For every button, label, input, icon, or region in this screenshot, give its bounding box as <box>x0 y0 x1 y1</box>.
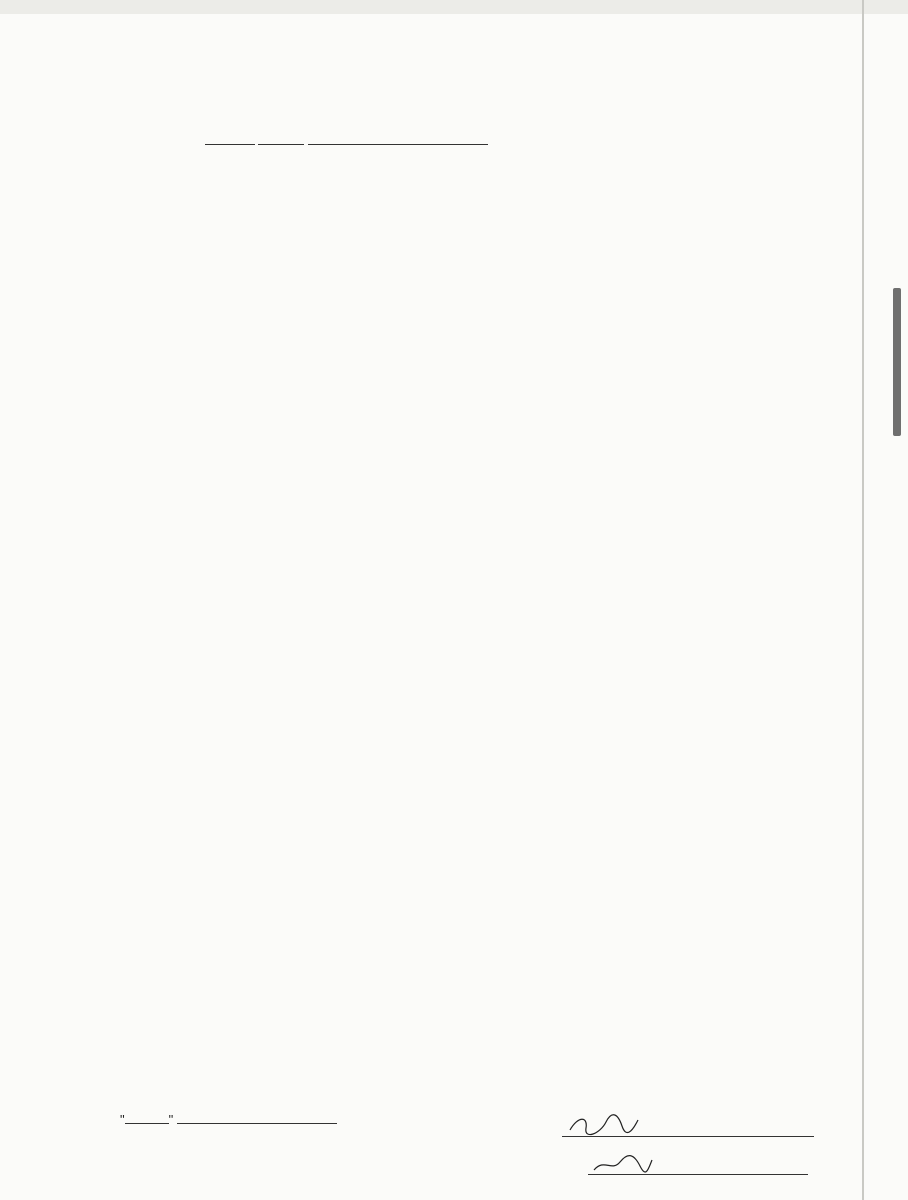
date-day <box>125 1123 169 1124</box>
date-month <box>177 1123 337 1124</box>
signature-performed <box>566 1112 642 1138</box>
signature-checked <box>590 1150 654 1176</box>
footer-date: " " <box>120 1112 337 1128</box>
